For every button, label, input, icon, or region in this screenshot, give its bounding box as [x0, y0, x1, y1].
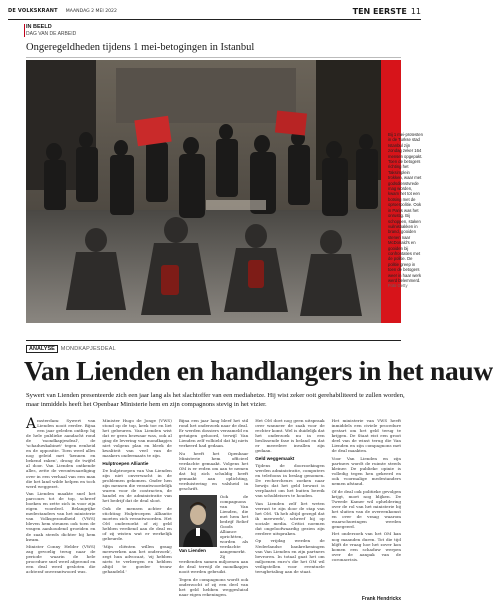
photo-feature-tag: [26, 24, 76, 37]
analyse-tag: ANALYSE: [26, 345, 58, 353]
paragraph: Ook de compagnons van Van Lienden, die met hem het bedrijf Relief Goods Alliance oprichtten, worden als verdachte aangemerkt. Zij verdienden samen miljoenen aan de deal terwijl de mondkapjes nooit werden gebruikt.: [178, 493, 249, 575]
protest-photo-graphic: [26, 60, 381, 323]
paragraph: Bijna een jaar lang bleef het stil rond het onderzoek naar de deal. Er werden dossiers verzameld en getuigen gehoord, terwijl Van Lienden zelf volhield dat hij niets verkeerd had gedaan.: [178, 418, 249, 449]
photo-caption: [388, 132, 424, 289]
paragraph: Tijdens de doorzoekingen werden administratie, computers en telefoons in beslag genomen. De rechercheurs zoeken naar bewijs dat het geld bewust is verplaatst om het buiten bereik van schuldeisers te houden.: [255, 462, 325, 499]
paragraph: De hulptroepen van Van Lienden zijn niet onverwacht in de problemen gekomen. Onder hen zijn mensen die verantwoordelijk waren voor de contracten, de handel en de administratie van het bedrijf dat de deal sloot.: [102, 467, 172, 504]
paragraph: Op vrijdag werden de Nederlandse bankrekeningen van Van Lienden en zijn partners bevroren. In totaal gaat het om miljoenen euro's die het OM wil veiligstellen voor eventuele terugbetaling aan de staat.: [255, 538, 325, 574]
paragraph: Het OM doet nog geen uitspraak over wanneer de zaak voor de rechter komt. Wel is duidelijk dat het onderzoek nu in een beslissende fase is beland en dat er meerdere invallen zijn gedaan.: [255, 418, 325, 454]
feature-tag: IN BEELD: [26, 24, 52, 30]
paragraph: Amsterdam: Sywert van Lienden nooit eerder. Bijna een jaar geleden ontliep hij de hele publieke aandacht rond de 'mondkapjesdeal', de 'schaduwkabinet' tegen eenheid en de oppositie. Toen werd alles nog geleid met 'kennen en bekend raken', drong de twijfel al door. Van Lienden ontkende alles, zette de verontwaardiging over in een verhaal van een man die het land wilde helpen en toch werd weggezet.: [26, 416, 96, 489]
caption-text: Bij 1 mei-protesten in de Turkse stad Istanbul zijn zondag zeker 164 mensen opgepakt. Toen de betogers richting het Taksimplein trokken, waar met godsdienstvrede mag worden, kwam het tot een botsing met de oproerpolitie. Ook in Parijs was het onrustig. Bij schoppen, staken vuilnisbakken in brand, gooiden stenen naar McDonald's en gooiden bij confrontaties met de politie. De politie greep in toen de betogers weer in haar werk werd belemmerd.: [388, 132, 423, 283]
page-number: 11: [410, 6, 421, 16]
paragraph: Ook de mensen achter de stichting Hulptroepen Alliantie moeten zich verantwoorden. Het OM onderzoekt of zij geld hebben verdiend aan de deal en of zij wisten wat er werkelijk gebeurde.: [102, 505, 172, 541]
paragraph: 'Mijn cliënten willen graag meewerken aan het onderzoek', zegt hun advocaat, 'zij hebben niets te verbergen en hebben altijd te goeder trouw gehandeld.': [102, 543, 172, 574]
subheading: Hulptroepen Alliantie: [102, 460, 149, 466]
paragraph: Van Lienden zelf liet weten verrast te zijn door de stap van het OM. 'Ik heb altijd gezegd dat ik meewerk', schreef hij op sociale media. Critici noemen dat ongeloofwaardig gezien zijn eerdere uitspraken.: [255, 500, 325, 536]
feature-marker: [24, 24, 25, 37]
article-column: [332, 418, 401, 596]
photo-title: Ongeregeldheden tijdens 1 mei-betogingen in Istanbul: [26, 42, 255, 53]
section-name: TEN EERSTE: [352, 6, 407, 16]
article-body: [26, 418, 401, 596]
paragraph: Tegen de compagnons wordt ook onderzocht of zij een deel van het geld hebben weggesluisd naar eigen rekeningen.: [178, 576, 249, 598]
portrait-caption: Van Lienden: [178, 547, 206, 553]
author-name: Frank Hendrickx: [361, 596, 401, 602]
issue-date: MAANDAG 2 MEI 2022: [65, 8, 117, 14]
paragraph: Minister Hugo de Jonge (VWS) stond op de top, keek toe en liet het gebeuren. Van Lienden wist dat er geen bezwaar was, ook al ging de levering van mondkapjes niet volgens plan en bleek de kwaliteit van veel van de maskers ondermaats te zijn.: [102, 418, 172, 459]
paragraph: Of de deal ook politieke gevolgen krijgt, moet nog blijken. De Tweede Kamer wil opheldering over de rol van het ministerie bij het sluiten van de overeenkomst en over de vraag waarom waarschuwingen werden genegeerd.: [331, 488, 402, 529]
paragraph: Van Lienden maakte snel het parcours tot de top, schreef boeken en zette zich in voor zijn eigen voordeel. Belangrijke medestanders van het ministerie van Volksgezondheid (VWS) bleven hem steunen ook toen de vragen aanhoudend groeiden en de zaak steeds dichter bij hem kwam.: [26, 491, 96, 542]
paragraph: Minister Conny Helder (VWS) zag gevoelig terug naar de periode waarin de hele procedure snel werd afgerond en een deal werd gesloten die achteraf onverantwoord was.: [26, 544, 96, 575]
top-rule: [8, 19, 421, 20]
article-standfirst: Sywert van Lienden presenteerde zich een jaar lang als het slachtoffer van een mediahetze. Hij wist zeker ooit gerehabiliteerd te zullen worden, maar inmiddels heeft het Openbaar Ministerie hem en zijn compagnons stevig in het vizier.: [26, 392, 405, 408]
feature-byline: DAG VAN DE ARBEID: [26, 31, 77, 37]
portrait-block: [179, 495, 217, 553]
paper-name: DE VOLKSKRANT: [8, 8, 58, 14]
paragraph: Het onderzoek van het OM kan nog maanden duren. Tot die tijd blijft de vraag hoe het zover kon komen een schaduw werpen over de aanpak van de coronacrisis.: [331, 531, 402, 562]
article-rule: [26, 340, 401, 341]
masthead: [8, 6, 421, 16]
subheading: Geld weggemaakt: [255, 455, 295, 461]
article-column: [26, 418, 95, 596]
article-category: MONDKAPJESDEAL: [60, 346, 116, 352]
article-label: [26, 345, 116, 353]
article-column: [179, 418, 248, 596]
paragraph: Voor Van Lienden en zijn partners wordt de ruimte steeds kleiner. De publieke opinie is volledig tegen hen gekeerd en ook voormalige medestanders nemen afstand.: [331, 455, 402, 487]
article-column: [102, 418, 171, 596]
article-column: [255, 418, 324, 596]
photo-rule: [26, 57, 401, 58]
portrait-photo: [179, 495, 217, 547]
protest-photo: [26, 60, 381, 323]
paragraph: Nu heeft het Openbaar Ministerie hem officieel verdachte gemaakt. Volgens het OM is er reden om aan te nemen dat hij zich schuldig heeft gemaakt aan oplichting, verduistering en valsheid in geschrift.: [178, 450, 249, 492]
paragraph: Het ministerie van VWS heeft inmiddels een civiele procedure gestart om het geld terug te krijgen. De Staat eist een groot deel van de winst terug die Van Lienden en zijn compagnons met de deal maakten.: [331, 418, 402, 454]
article-headline: Van Lienden en handlangers in het nauw: [24, 355, 493, 386]
photo-credit: Foto Getty: [388, 283, 408, 289]
